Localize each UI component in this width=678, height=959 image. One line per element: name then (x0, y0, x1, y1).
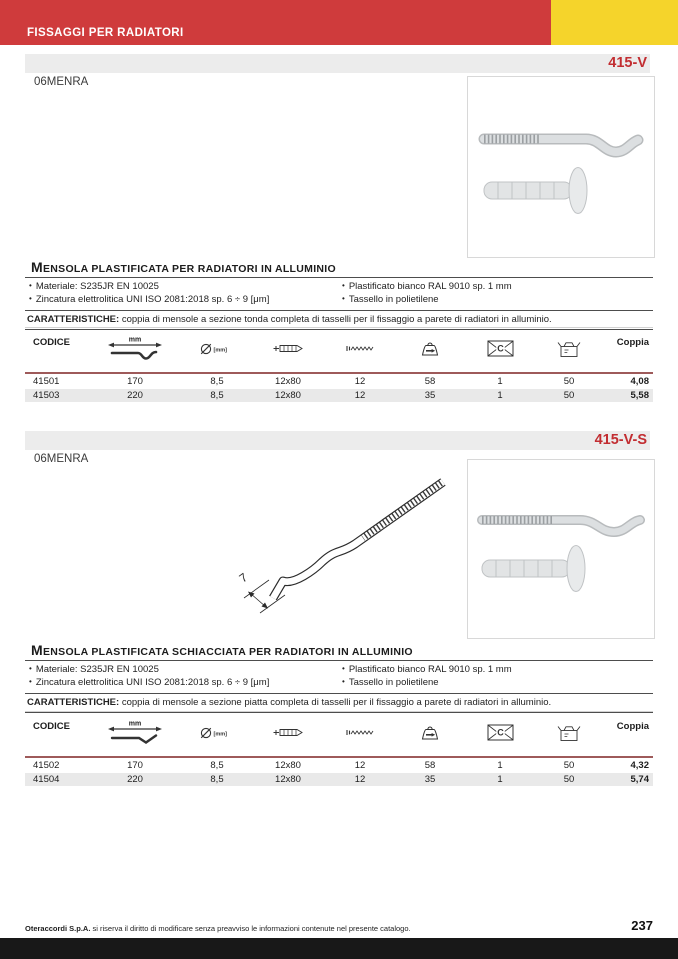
table-cell: 8,5 (210, 773, 224, 785)
table-cell: 220 (127, 389, 143, 401)
table-cell: 12x80 (275, 760, 301, 771)
table-cell: 1 (497, 389, 503, 401)
svg-text:[mm]: [mm] (213, 730, 227, 737)
spec-item: • Materiale: S235JR EN 10025 (27, 281, 340, 294)
table-2-header (25, 712, 653, 758)
table-row (25, 773, 653, 787)
footer-disclaimer: si riserva il diritto di modificare senza preavviso le informazioni contenute nel presente catalogo. (90, 924, 411, 933)
diameter-icon (199, 726, 235, 740)
weight-load-icon (419, 723, 441, 742)
carton-box-icon (557, 339, 581, 358)
corner-accent (551, 0, 678, 45)
table-cell: 8,5 (210, 389, 224, 401)
section-1-specs (25, 278, 653, 310)
product-code-band-2 (25, 431, 650, 450)
sku-code-1: 06MENRA (34, 76, 89, 88)
product-table-1 (25, 327, 653, 402)
product-photo-2 (467, 459, 655, 639)
col-codice: CODICE (33, 721, 70, 732)
table-cell: 12x80 (275, 389, 301, 401)
col-length-mm (106, 335, 164, 365)
col-diameter (199, 726, 235, 743)
spec-item: • Tassello in polietilene (340, 677, 653, 690)
col-carton (557, 723, 581, 745)
spec-item: • Zincatura elettrolitica UNI ISO 2081:2018 sp. 6 ÷ 9 [μm] (27, 294, 340, 307)
section-1-title: MENSOLA PLASTIFICATA PER RADIATORI IN ALLUMINIO (31, 259, 336, 275)
table-cell: 41502 (33, 760, 60, 771)
sku-code-2: 06MENRA (34, 453, 89, 465)
product-table-2 (25, 711, 653, 786)
envelope-c-icon (487, 724, 514, 741)
svg-text:C: C (496, 727, 504, 738)
table-cell: 4,08 (630, 376, 649, 387)
flat-radiator-hook-photo-icon (468, 460, 654, 638)
table-row (25, 389, 653, 403)
length-mm-icon (106, 335, 164, 362)
company-name: Oteraccordi S.p.A. (25, 924, 91, 933)
svg-text:mm: mm (128, 336, 142, 344)
characteristics-text: coppia di mensole a sezione tonda completa di tasselli per il fissaggio a parete di radiatori in alluminio. (121, 314, 552, 325)
bottom-bar (0, 938, 678, 959)
table-cell: 41501 (33, 376, 60, 387)
table-cell: 220 (127, 773, 143, 785)
col-pack (487, 340, 514, 360)
col-carton (557, 339, 581, 361)
col-pack (487, 724, 514, 744)
spec-list-right (340, 664, 653, 689)
table-cell: 35 (424, 773, 436, 785)
svg-text:[mm]: [mm] (213, 346, 227, 353)
table-cell: 50 (563, 376, 575, 387)
col-screw (345, 727, 375, 741)
table-cell: 12x80 (275, 773, 301, 785)
carton-box-icon (557, 723, 581, 742)
table-1-body (25, 374, 653, 402)
table-cell: 41503 (33, 389, 60, 401)
spec-item: • Tassello in polietilene (340, 294, 653, 307)
length-mm-flat-icon (106, 719, 164, 746)
col-coppia: Coppia (616, 337, 649, 348)
col-dowel (272, 343, 304, 357)
product-code-band-1 (25, 54, 650, 73)
spec-item: • Plastificato bianco RAL 9010 sp. 1 mm (340, 281, 653, 294)
drawing-dimension-label: 7 (236, 570, 251, 586)
table-cell: 41504 (33, 773, 60, 785)
table-cell: 12 (354, 773, 366, 785)
table-1-header (25, 328, 653, 374)
weight-load-icon (419, 339, 441, 358)
table-cell: 170 (127, 376, 143, 387)
section-2-specs (25, 661, 653, 693)
spec-list-left (27, 664, 340, 689)
section-2-characteristics (25, 694, 653, 712)
table-row (25, 759, 653, 773)
table-cell: 8,5 (210, 376, 224, 387)
col-codice: CODICE (33, 337, 70, 348)
table-cell: 12 (354, 760, 366, 771)
table-cell: 12x80 (275, 376, 301, 387)
table-cell: 8,5 (210, 760, 224, 771)
table-cell: 12 (354, 389, 366, 401)
section-2-description (25, 641, 653, 713)
table-cell: 170 (127, 760, 143, 771)
characteristics-label: CARATTERISTICHE: (27, 314, 120, 325)
page-title: FISSAGGI PER RADIATORI (27, 27, 184, 39)
table-cell: 4,32 (630, 760, 649, 771)
page-number: 237 (631, 918, 653, 933)
screw-icon (345, 343, 375, 354)
spec-item: • Zincatura elettrolitica UNI ISO 2081:2018 sp. 6 ÷ 9 [μm] (27, 677, 340, 690)
diameter-icon (199, 342, 235, 356)
table-cell: 12 (354, 376, 366, 387)
table-cell: 58 (424, 376, 436, 387)
product-badge-415v: 415-V (608, 55, 647, 71)
table-cell: 50 (563, 773, 575, 785)
table-cell: 1 (497, 773, 503, 785)
col-screw (345, 343, 375, 357)
hook-technical-drawing-icon (230, 452, 465, 640)
envelope-c-icon (487, 340, 514, 357)
svg-text:mm: mm (128, 720, 142, 728)
col-length-mm (106, 719, 164, 749)
wall-plug-icon (272, 727, 304, 738)
wall-plug-icon (272, 343, 304, 354)
table-cell: 50 (563, 760, 575, 771)
screw-icon (345, 727, 375, 738)
section-1-description (25, 258, 653, 330)
table-2-body (25, 758, 653, 786)
col-load (419, 723, 441, 745)
table-cell: 50 (563, 389, 575, 401)
spec-list-left (27, 281, 340, 306)
radiator-hook-photo-icon (468, 77, 654, 257)
top-banner (0, 0, 551, 45)
col-coppia: Coppia (616, 721, 649, 732)
section-2-title: MENSOLA PLASTIFICATA SCHIACCIATA PER RADIATORI IN ALLUMINIO (31, 642, 413, 658)
table-cell: 1 (497, 760, 503, 771)
characteristics-text: coppia di mensole a sezione piatta completa di tasselli per il fissaggio a parete di radiatori in alluminio. (121, 697, 552, 708)
characteristics-label: CARATTERISTICHE: (27, 697, 120, 708)
col-load (419, 339, 441, 361)
table-cell: 58 (424, 760, 436, 771)
footer-note (25, 924, 585, 933)
svg-text:C: C (496, 343, 504, 354)
spec-list-right (340, 281, 653, 306)
spec-item: • Materiale: S235JR EN 10025 (27, 664, 340, 677)
table-cell: 5,58 (630, 389, 649, 401)
product-badge-415vs: 415-V-S (594, 432, 647, 448)
col-dowel (272, 727, 304, 741)
table-cell: 5,74 (630, 773, 649, 785)
spec-item: • Plastificato bianco RAL 9010 sp. 1 mm (340, 664, 653, 677)
table-row (25, 375, 653, 389)
col-diameter (199, 342, 235, 359)
table-cell: 35 (424, 389, 436, 401)
technical-drawing (230, 452, 465, 640)
product-photo-1 (467, 76, 655, 258)
table-cell: 1 (497, 376, 503, 387)
